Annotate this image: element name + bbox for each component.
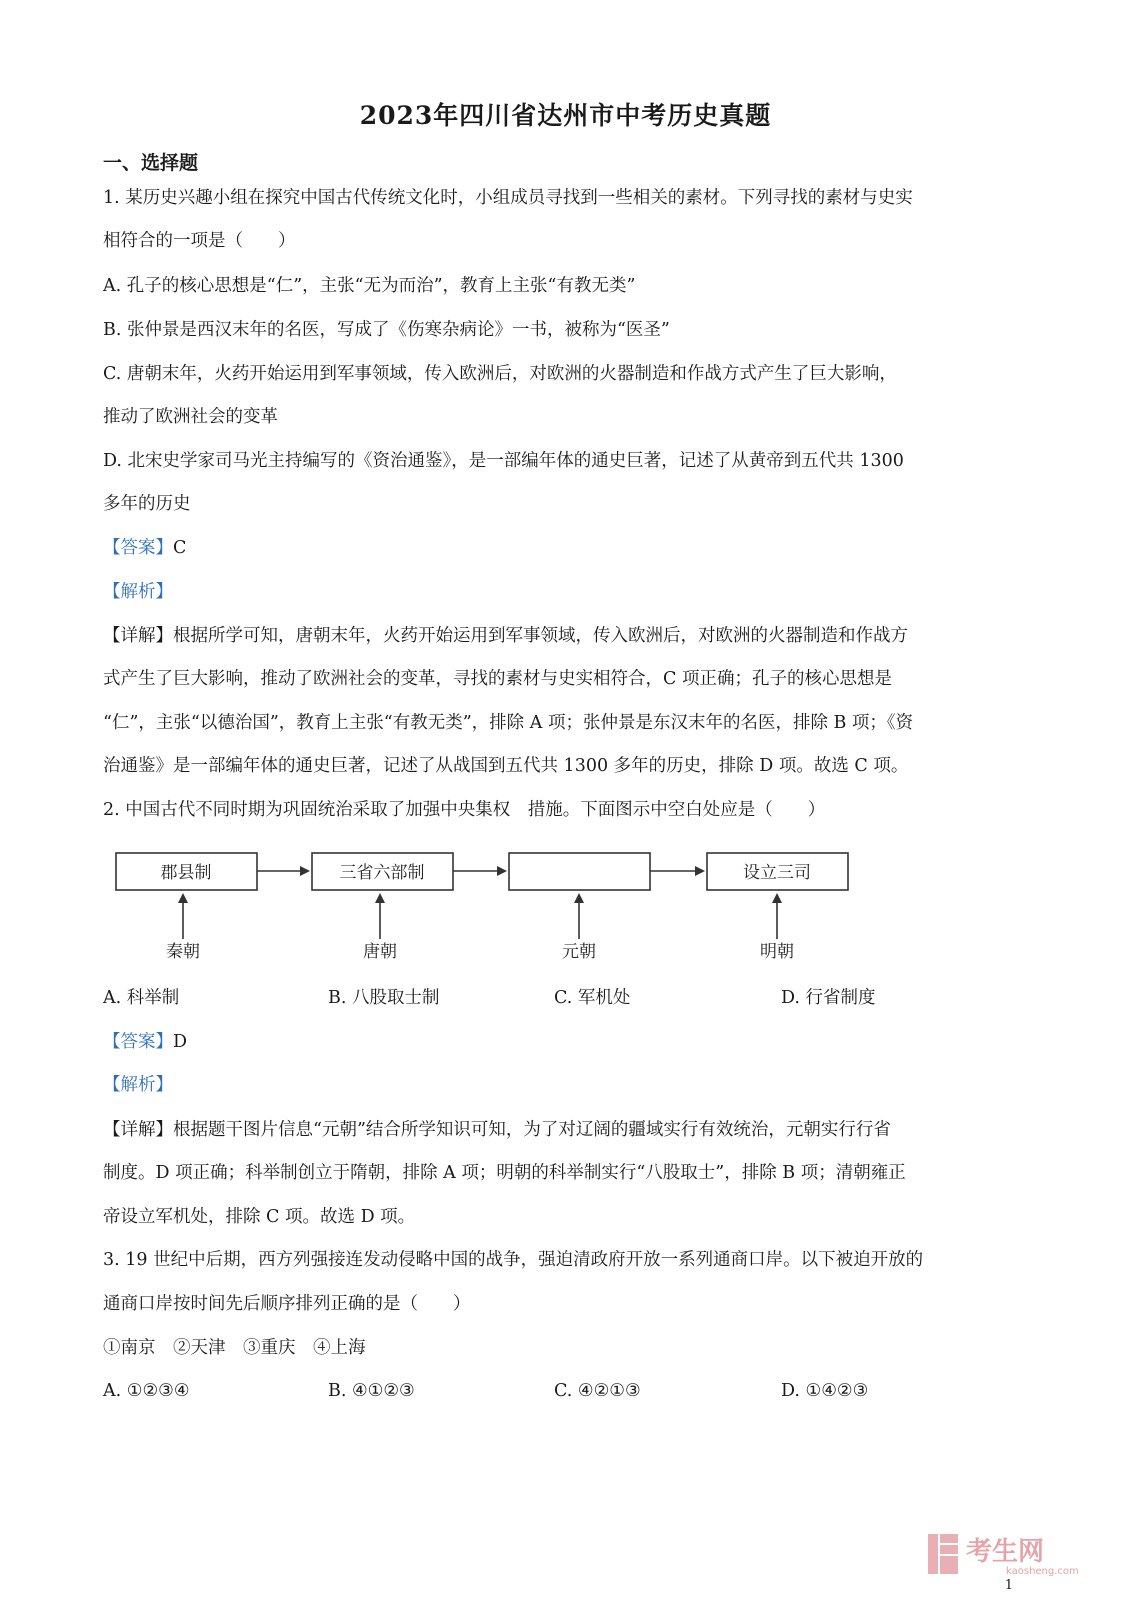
flow-arrow-3-head [695,866,705,876]
q1-option-c-line-2: 推动了欧洲社会的变革 [103,407,278,427]
flow-arrow-2-head [497,866,507,876]
diagram-box-3-blank [509,853,650,890]
flow-arrow-1-head [300,866,310,876]
dynasty-label-2: 唐朝 [363,942,397,962]
q1-detail-line-2: 式产生了巨大影响，推动了欧洲社会的变革，寻找的素材与史实相符合，C 项正确；孔子的核心思想是 [103,669,892,689]
q2-option-a: A. 科举制 [103,988,180,1008]
page-number: 1 [1004,1578,1013,1593]
q1-option-a: A. 孔子的核心思想是“仁”，主张“无为而治”，教育上主张“有教无类” [103,276,636,296]
up-arrow-3-head [574,893,584,903]
up-arrow-1-head [178,893,188,903]
q1-analysis-tag: 【解析】 [103,582,173,602]
dynasty-label-3: 元朝 [562,942,596,962]
q1-detail-line-4: 治通鉴》是一部编年体的通史巨著，记述了从战国到五代共 1300 多年的历史，排除 D 项。故选 C 项。 [103,756,909,776]
q2-detail-line-1: 【详解】根据题干图片信息“元朝”结合所学知识可知，为了对辽阔的疆域实行有效统治，元朝实行行省 [103,1120,891,1140]
up-arrow-2-head [375,893,385,903]
detail-tag: 【详解】 [103,626,173,646]
answer-tag: 【答案】 [103,1032,173,1052]
section-heading: 一、选择题 [103,152,199,174]
q3-items: ①南京 ②天津 ③重庆 ④上海 [103,1338,366,1358]
diagram-box-1-label: 郡县制 [160,863,212,883]
q2-option-d: D. 行省制度 [781,988,876,1008]
logo-mark-block-2 [940,1545,958,1554]
logo-mark-block-1 [940,1534,958,1543]
answer-tag: 【答案】 [103,538,173,558]
q1-stem-line-1: 1. 某历史兴趣小组在探究中国古代传统文化时，小组成员寻找到一些相关的素材。下列寻找的素材与史实 [103,188,913,208]
q1-option-d-line-2: 多年的历史 [103,494,191,514]
q1-option-b: B. 张仲景是西汉末年的名医，写成了《伤寒杂病论》一书，被称为“医圣” [103,320,670,340]
q2-answer [103,1030,187,1054]
q1-option-c-line-1: C. 唐朝末年，火药开始运用到军事领域，传入欧洲后，对欧洲的火器制造和作战方式产生了巨大影响， [103,364,897,384]
centralization-flow-diagram [110,845,870,970]
q2-stem: 2. 中国古代不同时期为巩固统治采取了加强中央集权 措施。下面图示中空白处应是（ ） [103,800,826,820]
q1-detail-line-3: “仁”，主张“以德治国”，教育上主张“有教无类”，排除 A 项；张仲景是东汉末年的名医，排除 B 项；《资 [103,713,914,733]
q1-option-d-line-1: D. 北宋史学家司马光主持编写的《资治通鉴》，是一部编年体的通史巨著，记述了从黄帝到五代共 1300 [103,451,904,471]
diagram-box-2-label: 三省六部制 [339,863,425,883]
q2-option-b: B. 八股取士制 [328,988,440,1008]
q2-detail-line-3: 帝设立军机处，排除 C 项。故选 D 项。 [103,1207,416,1227]
logo-mark-bar-left [928,1534,938,1574]
q1-detail-line-1: 【详解】根据所学可知，唐朝末年，火药开始运用到军事领域，传入欧洲后，对欧洲的火器制造和作战方 [103,626,908,646]
watermark-domain: kaosheng.com [1006,1566,1079,1576]
kaosheng-watermark-logo [926,1532,1096,1576]
q1-answer [103,536,186,560]
q3-option-d: D. ①④②③ [781,1381,869,1401]
q3-stem-line-1: 3. 19 世纪中后期，西方列强接连发动侵略中国的战争，强迫清政府开放一系列通商口岸。以下被迫开放的 [103,1250,924,1270]
dynasty-label-1: 秦朝 [166,942,200,962]
detail-tag: 【详解】 [103,1120,173,1140]
up-arrow-4-head [772,893,782,903]
q3-option-c: C. ④②①③ [554,1381,641,1401]
answer-value: C [173,538,187,558]
q2-option-c: C. 军机处 [554,988,631,1008]
logo-mark-block-3 [940,1556,958,1574]
q2-analysis-tag: 【解析】 [103,1075,173,1095]
page-title: 2023年四川省达州市中考历史真题 [359,101,772,130]
q3-option-b: B. ④①②③ [328,1381,415,1401]
q3-stem-line-2: 通商口岸按时间先后顺序排列正确的是（ ） [103,1294,471,1314]
dynasty-label-4: 明朝 [760,942,794,962]
watermark-brand: 考生网 [966,1537,1045,1567]
diagram-box-4-label: 设立三司 [743,863,811,883]
answer-value: D [173,1032,188,1052]
q2-detail-line-2: 制度。D 项正确；科举制创立于隋朝，排除 A 项；明朝的科举制实行“八股取士”，排除 B 项；清朝雍正 [103,1163,906,1183]
q3-option-a: A. ①②③④ [103,1381,190,1401]
q1-stem-line-2: 相符合的一项是（ ） [103,231,296,251]
